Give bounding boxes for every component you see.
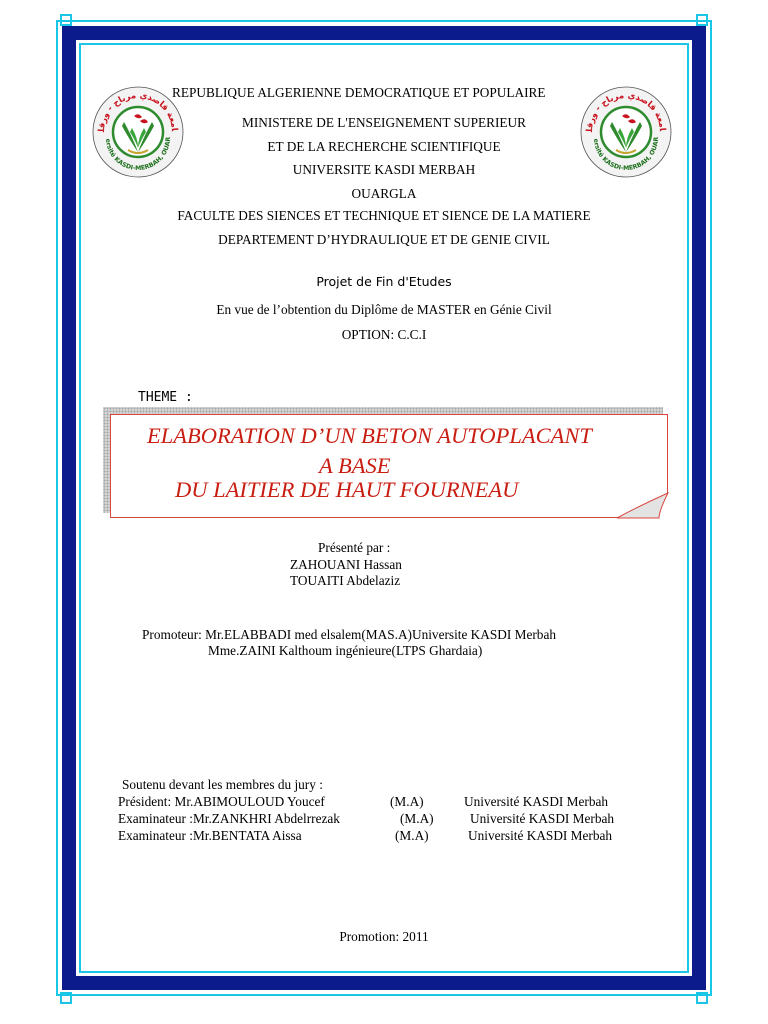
presented-label: Présenté par : — [318, 540, 391, 555]
theme-line-1: ELABORATION D’UN BETON AUTOPLACANT — [147, 423, 592, 448]
jury-intro: Soutenu devant les membres du jury : — [122, 777, 323, 792]
jury-member-name: Examinateur :Mr.BENTATA Aissa — [118, 828, 302, 843]
border-corner-top-left — [60, 14, 72, 26]
jury-member-institution: Université KASDI Merbah — [468, 828, 613, 843]
jury-member-grade: (M.A) — [400, 811, 434, 826]
jury-member-grade: (M.A) — [395, 828, 429, 843]
author-2: TOUAITI Abdelaziz — [290, 573, 401, 588]
option-line: OPTION: C.C.I — [341, 327, 427, 342]
republic-heading: REPUBLIQUE ALGERIENNE DEMOCRATIQUE ET POPULAIRE — [172, 85, 546, 100]
border-corner-bottom-right — [696, 992, 708, 1004]
ministry-heading: MINISTERE DE L'ENSEIGNEMENT SUPERIEUR — [242, 115, 526, 130]
logo-arabic-text: امعة قاصدي مرباح - ورقل — [96, 90, 180, 133]
research-heading: ET DE LA RECHERCHE SCIENTIFIQUE — [267, 139, 501, 154]
department-name: DEPARTEMENT D’HYDRAULIQUE ET DE GENIE CIVIL — [218, 232, 550, 247]
author-1: ZAHOUANI Hassan — [290, 557, 402, 572]
theme-line-2: A BASE — [319, 453, 391, 478]
jury-member-name: Président: Mr.ABIMOULOUD Youcef — [118, 794, 325, 809]
jury-member-grade: (M.A) — [390, 794, 424, 809]
faculty-name: FACULTE DES SIENCES ET TECHNIQUE ET SIENCE DE LA MATIERE — [177, 208, 591, 223]
university-name: UNIVERSITE KASDI MERBAH — [292, 162, 476, 177]
promotion-year: Promotion: 2011 — [339, 929, 429, 944]
jury-member-name: Examinateur :Mr.ZANKHRI Abdelrrezak — [118, 811, 340, 826]
diploma-line: En vue de l’obtention du Diplôme de MASTER en Génie Civil — [216, 302, 552, 317]
supervisor-1: Promoteur: Mr.ELABBADI med elsalem(MAS.A)Universite KASDI Merbah — [142, 627, 556, 642]
logo-latin-text: ersité KASDI-MERBAH, OUAR — [591, 136, 661, 173]
logo-latin-text: ersité KASDI-MERBAH, OUAR — [103, 136, 173, 173]
jury-member-institution: Université KASDI Merbah — [470, 811, 615, 826]
logo-arabic-text: امعة قاصدي مرباح - ورقل — [584, 90, 668, 133]
border-corner-top-right — [696, 14, 708, 26]
border-corner-bottom-left — [60, 992, 72, 1004]
theme-label: THEME : — [138, 390, 193, 405]
jury-member-institution: Université KASDI Merbah — [464, 794, 609, 809]
project-title: Projet de Fin d'Etudes — [316, 274, 452, 289]
supervisor-2: Mme.ZAINI Kalthoum ingénieure(LTPS Ghardaia) — [208, 643, 483, 658]
city-name: OUARGLA — [351, 186, 417, 201]
theme-line-3: DU LAITIER DE HAUT FOURNEAU — [175, 477, 519, 502]
theme-box — [110, 414, 668, 518]
